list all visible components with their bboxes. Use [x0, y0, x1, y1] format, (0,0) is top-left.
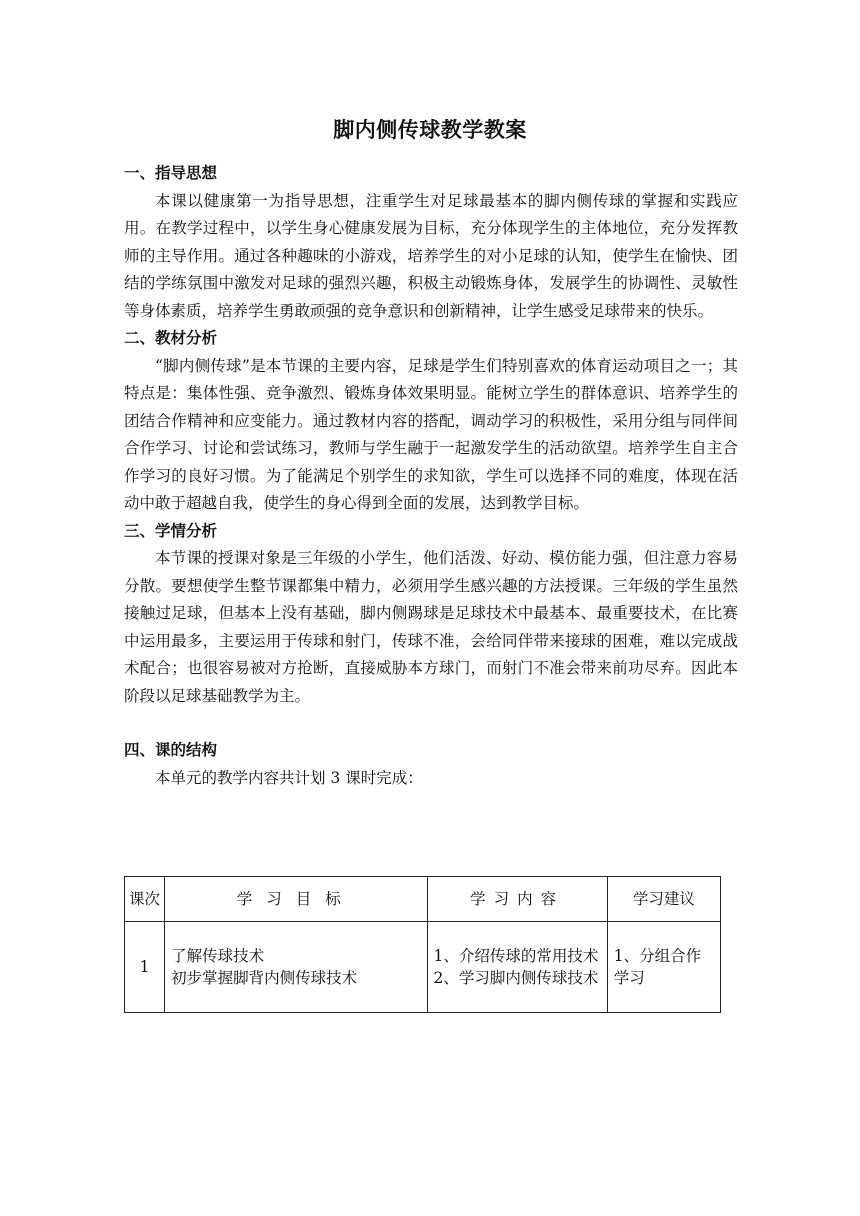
cell-lesson-number: 1 [125, 922, 165, 1013]
header-lesson: 课次 [125, 877, 165, 922]
section-paragraph-student-analysis: 本节课的授课对象是三年级的小学生，他们活泼、好动、模仿能力强，但注意力容易分散。要想使学生整节课都集中精力，必须用学生感兴趣的方法授课。三年级的学生虽然接触过足球，但基本上没有基础，脚内侧踢球是足球技术中最基本、最重要技术，在比赛中运用最多，主要运用于传球和射门，传球不准，会给同伴带来接球的困难，难以完成战术配合；也很容易被对方抢断，直接威胁本方球门，而射门不准会带来前功尽弃。因此本阶段以足球基础教学为主。 [124, 549, 738, 705]
section-heading-guiding-ideology: 一、指导思想 [124, 164, 218, 182]
section-heading-material-analysis: 二、教材分析 [124, 329, 218, 347]
section-spacer [124, 710, 738, 737]
header-goal: 学习目标 [165, 877, 427, 922]
cell-goal [165, 922, 427, 1013]
document-body [124, 160, 738, 792]
cell-content [427, 922, 607, 1013]
table-row [125, 922, 721, 1013]
section-paragraph-guiding-ideology: 本课以健康第一为指导思想，注重学生对足球最基本的脚内侧传球的掌握和实践应用。在教学过程中，以学生身心健康发展为目标，充分体现学生的主体地位，充分发挥教师的主导作用。通过各种趣味的小游戏，培养学生的对小足球的认知，使学生在愉快、团结的学练氛围中激发对足球的强烈兴趣，积极主动锻炼身体，发展学生的协调性、灵敏性等身体素质，培养学生勇敢顽强的竞争意识和创新精神，让学生感受足球带来的快乐。 [124, 191, 738, 320]
header-content: 学习内容 [427, 877, 607, 922]
section-heading-student-analysis: 三、学情分析 [124, 521, 218, 540]
header-advice: 学习建议 [607, 877, 720, 922]
content-item: 2、学习脚内侧传球技术 [433, 969, 599, 987]
goal-line: 了解传球技术 [171, 947, 265, 965]
lesson-plan-table [124, 876, 721, 1013]
section-paragraph-material-analysis: “脚内侧传球”是本节课的主要内容，足球是学生们特别喜欢的体育运动项目之一；其特点是：集体性强、竞争激烈、锻炼身体效果明显。能树立学生的群体意识、培养学生的团结合作精神和应变能力。通过教材内容的搭配，调动学习的积极性，采用分组与同伴间合作学习、讨论和尝试练习，教师与学生融于一起激发学生的活动欲望。培养学生自主合作学习的良好习惯。为了能满足个别学生的求知欲，学生可以选择不同的难度，体现在活动中敢于超越自我，使学生的身心得到全面的发展，达到教学目标。 [124, 356, 738, 512]
document-title: 脚内侧传球教学教案 [333, 118, 527, 142]
section-heading-lesson-structure: 四、课的结构 [124, 741, 218, 759]
content-item: 1、介绍传球的常用技术 [433, 947, 599, 965]
cell-advice: 1、分组合作学习 [607, 922, 720, 1013]
section-paragraph-lesson-structure: 本单元的教学内容共计划 3 课时完成： [155, 768, 423, 787]
goal-line: 初步掌握脚背内侧传球技术 [171, 969, 358, 987]
table-header-row [125, 877, 721, 922]
